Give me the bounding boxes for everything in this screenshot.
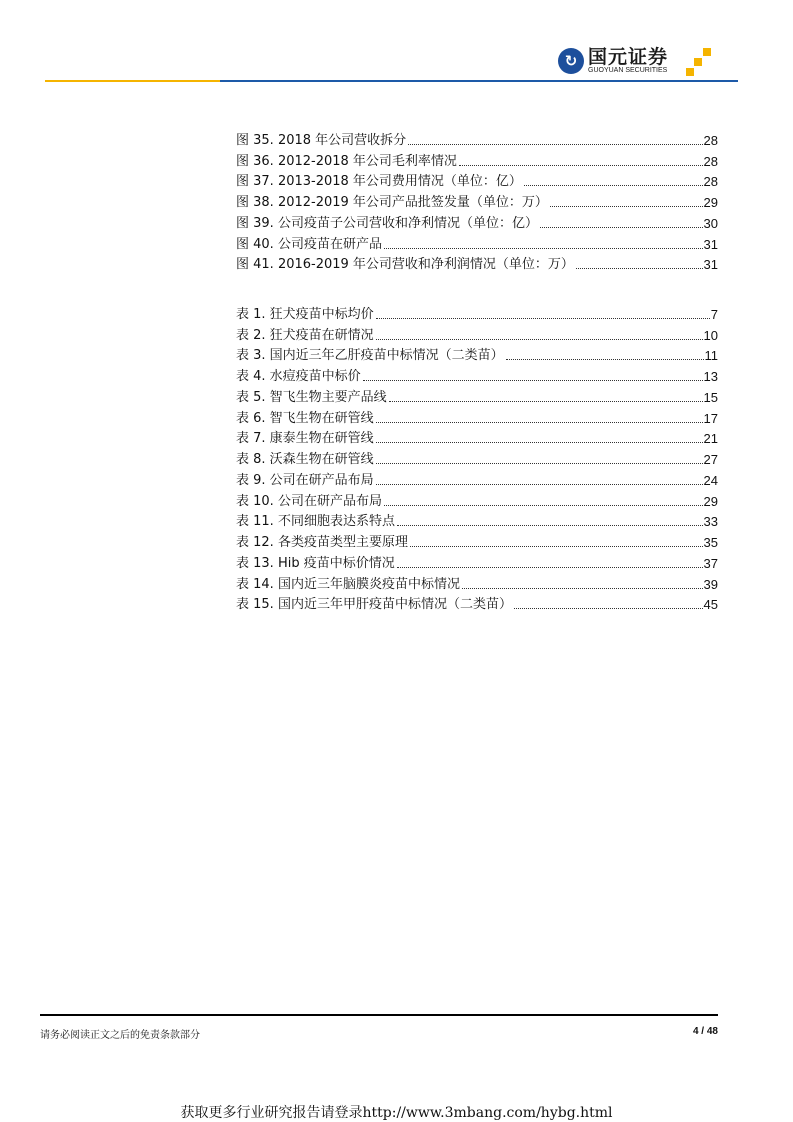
toc-entry-page: 13 [703,369,718,384]
toc-leader-dots [397,525,703,526]
toc-entry[interactable] [236,529,718,550]
toc-entry[interactable] [236,405,718,426]
toc-entry-page: 39 [703,576,718,592]
toc-entry-page: 45 [703,597,718,613]
toc-entry-page: 37 [703,555,718,571]
logo-en: GUOYUAN SECURITIES [588,67,668,74]
toc-leader-dots [410,546,703,547]
figure-list [236,127,718,272]
toc-entry-title: 表 8. 沃森生物在研管线 [236,452,374,467]
logo-square-icon [694,58,702,66]
disclaimer: 请务必阅读正文之后的免责条款部分 [40,1030,200,1041]
toc-leader-dots [576,268,703,269]
toc-entry-title: 表 13. Hib 疫苗中标价情况 [236,555,395,571]
toc-entry-title: 表 11. 不同细胞表达系特点 [236,514,395,530]
header-divider-blue [220,80,738,82]
toc-entry[interactable] [236,488,718,509]
toc-entry[interactable] [236,363,718,384]
toc-entry-page: 30 [703,215,718,231]
toc-entry[interactable] [236,467,718,488]
toc-leader-dots [376,422,703,423]
toc-leader-dots [376,318,710,319]
toc-leader-dots [376,442,703,443]
toc-entry-title: 图 38. 2012-2019 年公司产品批签发量（单位：万） [236,195,548,210]
toc-entry[interactable] [236,322,718,343]
toc-entry[interactable] [236,127,718,148]
toc-entry-title: 图 37. 2013-2018 年公司费用情况（单位：亿） [236,174,522,190]
toc-entry-title: 表 7. 康泰生物在研管线 [236,431,374,447]
toc-entry-page: 7 [710,306,718,322]
toc-leader-dots [363,380,703,381]
toc-entry-title: 表 4. 水痘疫苗中标价 [236,369,361,384]
toc-entry[interactable] [236,426,718,447]
header-divider-gold [45,80,220,82]
toc-entry[interactable] [236,550,718,571]
toc-entry-page: 10 [703,327,718,343]
toc-entry[interactable] [236,231,718,252]
toc-entry-title: 表 9. 公司在研产品布局 [236,472,374,488]
toc-entry-title: 表 1. 狂犬疫苗中标均价 [236,306,374,322]
toc-entry[interactable] [236,210,718,231]
toc-leader-dots [462,588,703,589]
toc-entry-title: 图 40. 公司疫苗在研产品 [236,236,382,252]
toc-entry-page: 28 [703,153,718,169]
toc-leader-dots [384,505,703,506]
toc-entry[interactable] [236,169,718,190]
toc-leader-dots [540,227,703,228]
toc-entry-title: 图 35. 2018 年公司营收拆分 [236,132,407,148]
toc-entry-title: 表 14. 国内近三年脑膜炎疫苗中标情况 [236,576,460,592]
toc-entry[interactable] [236,592,718,613]
toc-entry-title: 表 3. 国内近三年乙肝疫苗中标情况（二类苗） [236,348,504,364]
toc-entry-title: 表 5. 智飞生物主要产品线 [236,389,387,405]
page-number: 4 / 48 [692,1026,718,1037]
company-logo [558,44,668,78]
toc-entry-page: 11 [704,348,718,364]
toc-entry-page: 31 [703,257,718,273]
toc-entry-page: 17 [703,410,718,426]
footer-divider [40,1014,718,1016]
toc-entry[interactable] [236,343,718,364]
toc-entry[interactable] [236,509,718,530]
toc-entry-page: 33 [703,514,718,530]
promo-link[interactable]: 获取更多行业研究报告请登录http://www.3mbang.com/hybg.html [180,1105,613,1121]
toc-entry-title: 图 36. 2012-2018 年公司毛利率情况 [236,153,457,169]
toc-entry[interactable] [236,252,718,273]
toc-entry-page: 21 [703,431,718,447]
toc-entry-page: 28 [703,132,718,148]
toc-entry-page: 28 [703,174,718,190]
toc-entry[interactable] [236,189,718,210]
logo-cn: 国元证券 [588,46,669,68]
toc-entry-page: 15 [703,389,718,405]
toc-entry-page: 24 [703,472,718,488]
toc-leader-dots [514,608,703,609]
toc-leader-dots [397,567,703,568]
toc-entry[interactable] [236,446,718,467]
toc-leader-dots [524,185,703,186]
toc-entry-title: 表 15. 国内近三年甲肝疫苗中标情况（二类苗） [236,597,512,613]
toc-leader-dots [459,165,703,166]
toc-entry-title: 图 39. 公司疫苗子公司营收和净利情况（单位：亿） [236,215,538,231]
toc-entry-page: 29 [703,195,718,210]
toc-entry-title: 表 6. 智飞生物在研管线 [236,410,374,426]
toc-entry[interactable] [236,571,718,592]
toc-leader-dots [389,401,703,402]
toc-leader-dots [376,463,703,464]
toc-entry[interactable] [236,148,718,169]
toc-leader-dots [376,484,703,485]
toc-leader-dots [506,359,704,360]
toc-leader-dots [408,144,702,145]
toc-leader-dots [376,339,703,340]
toc-entry-page: 29 [703,493,718,509]
logo-square-icon [703,48,711,56]
toc-entry-page: 35 [703,535,718,550]
toc-entry-title: 表 12. 各类疫苗类型主要原理 [236,535,408,550]
toc-entry-page: 31 [703,236,718,252]
toc-entry-page: 27 [703,452,718,467]
toc-entry-title: 表 2. 狂犬疫苗在研情况 [236,327,374,343]
toc-leader-dots [550,206,703,207]
logo-square-icon [686,68,694,76]
table-list [236,301,718,612]
toc-entry[interactable] [236,301,718,322]
toc-entry[interactable] [236,384,718,405]
logo-emblem-icon: ↻ [558,48,584,74]
toc-entry-title: 表 10. 公司在研产品布局 [236,493,382,509]
toc-leader-dots [384,248,703,249]
toc-entry-title: 图 41. 2016-2019 年公司营收和净利润情况（单位：万） [236,257,574,273]
